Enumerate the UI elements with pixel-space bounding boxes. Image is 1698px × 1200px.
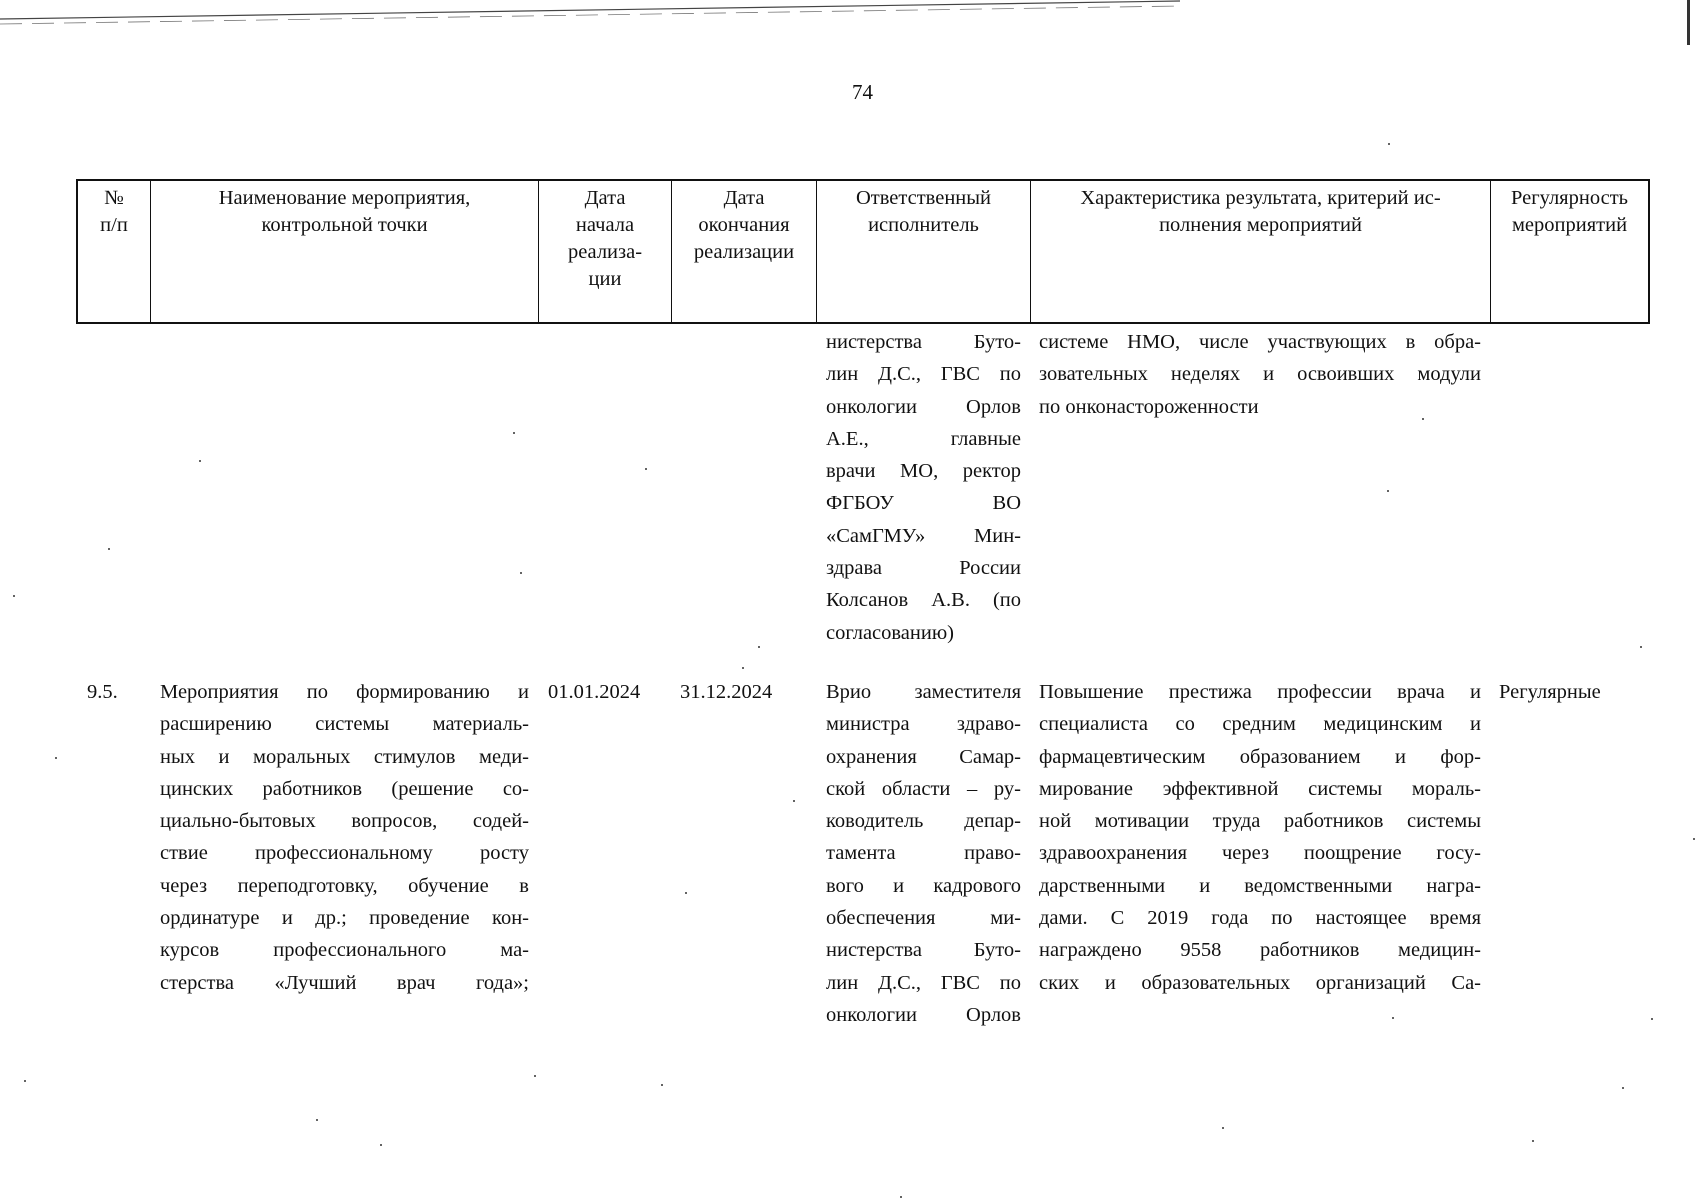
header-responsible: Ответственный исполнитель bbox=[817, 181, 1031, 322]
text-line: обеспечения ми- bbox=[826, 907, 1021, 930]
header-regularity: Регулярность мероприятий bbox=[1510, 187, 1629, 236]
header-result: Характеристика результата, критерий ис- полнения мероприятий bbox=[1031, 181, 1491, 322]
scan-speck bbox=[520, 572, 522, 574]
scan-speck bbox=[55, 757, 57, 759]
text-line: мирование эффективной системы мораль- bbox=[1039, 777, 1481, 800]
text-line: согласованию) bbox=[826, 621, 954, 644]
cell-responsible bbox=[815, 676, 1029, 1031]
text-line: нистерства Буто- bbox=[826, 939, 1021, 962]
cell-end-date: 31.12.2024 bbox=[680, 681, 773, 703]
scan-speck bbox=[1222, 1127, 1224, 1129]
text-line: дами. С 2019 года по настоящее время bbox=[1039, 907, 1481, 930]
scan-speck bbox=[1532, 1140, 1534, 1142]
text-line: фармацевтическим образованием и фор- bbox=[1039, 745, 1481, 768]
text-line: здрава России bbox=[826, 557, 1021, 580]
cell-result-continuation bbox=[1029, 326, 1489, 649]
text-line: «СамГМУ» Мин- bbox=[826, 524, 1021, 547]
scan-speck bbox=[1422, 418, 1424, 420]
cell-regularity: Регулярные bbox=[1499, 681, 1601, 703]
scan-speck bbox=[534, 1075, 536, 1077]
table-row-9-5 bbox=[76, 676, 1650, 1031]
scan-speck bbox=[13, 595, 15, 597]
text-line: онкологии Орлов bbox=[826, 395, 1021, 418]
header-start-date: Дата начала реализа- ции bbox=[539, 181, 672, 322]
text-line: специалиста со средним медицинским и bbox=[1039, 713, 1481, 736]
text-line: курсов профессионального ма- bbox=[160, 939, 529, 962]
text-line: ординатуре и др.; проведение кон- bbox=[160, 907, 529, 930]
scan-speck bbox=[685, 892, 687, 894]
text-line: стерства «Лучший врач года»; bbox=[160, 971, 529, 994]
scan-speck bbox=[758, 646, 760, 648]
table-row-continuation bbox=[76, 326, 1650, 649]
text-line: вого и кадрового bbox=[826, 874, 1021, 897]
text-line: системе НМО, числе участвующих в обра- bbox=[1039, 331, 1481, 353]
scan-speck bbox=[1392, 1017, 1394, 1019]
text-line: дарственными и ведомственными награ- bbox=[1039, 874, 1481, 897]
cell-name bbox=[149, 676, 537, 1031]
text-line: Повышение престижа профессии врача и bbox=[1039, 681, 1481, 703]
header-end-date: Дата окончания реализации bbox=[672, 181, 817, 322]
text-line: врачи МО, ректор bbox=[826, 460, 1021, 483]
table-header bbox=[76, 179, 1650, 324]
text-line: Колсанов А.В. (по bbox=[826, 589, 1021, 612]
cell-number: 9.5. bbox=[87, 681, 118, 703]
scan-edge-mark bbox=[1687, 0, 1690, 45]
text-line: зовательных неделях и освоивших модули bbox=[1039, 363, 1481, 386]
text-line: лин Д.С., ГВС по bbox=[826, 363, 1021, 386]
scan-speck bbox=[1388, 143, 1390, 145]
scan-speck bbox=[742, 667, 744, 669]
text-line: ских и образовательных организаций Са- bbox=[1039, 971, 1481, 994]
text-line: охранения Самар- bbox=[826, 745, 1021, 768]
scan-speck bbox=[661, 1084, 663, 1086]
scan-edge-lines bbox=[0, 0, 1180, 26]
text-line: Мероприятия по формированию и bbox=[160, 681, 529, 703]
text-line: министра здраво- bbox=[826, 713, 1021, 736]
scan-speck bbox=[1640, 646, 1642, 648]
text-line: нистерства Буто- bbox=[826, 331, 1021, 353]
text-line: здравоохранения через поощрение госу- bbox=[1039, 842, 1481, 865]
text-line: циально-бытовых вопросов, содей- bbox=[160, 810, 529, 833]
scan-speck bbox=[793, 800, 795, 802]
scan-speck bbox=[1622, 1087, 1624, 1089]
scan-speck bbox=[1693, 838, 1695, 840]
cell-start-date: 01.01.2024 bbox=[548, 681, 641, 703]
scan-speck bbox=[24, 1080, 26, 1082]
scan-speck bbox=[380, 1144, 382, 1146]
scan-speck bbox=[900, 1196, 902, 1198]
page-number: 74 bbox=[852, 80, 873, 104]
scan-speck bbox=[645, 468, 647, 470]
scan-speck bbox=[1387, 490, 1389, 492]
text-line: онкологии Орлов bbox=[826, 1003, 1021, 1026]
scan-speck bbox=[1651, 1018, 1653, 1020]
cell-result bbox=[1029, 676, 1489, 1031]
text-line: Врио заместителя bbox=[826, 681, 1021, 703]
text-line: через переподготовку, обучение в bbox=[160, 874, 529, 897]
text-line: ствие профессиональному росту bbox=[160, 842, 529, 865]
header-number: № п/п bbox=[78, 181, 151, 322]
text-line: ной мотивации труда работников системы bbox=[1039, 810, 1481, 833]
text-line: ководитель депар- bbox=[826, 810, 1021, 833]
text-line: цинских работников (решение со- bbox=[160, 777, 529, 800]
text-line: А.Е., главные bbox=[826, 427, 1021, 450]
scan-speck bbox=[316, 1119, 318, 1121]
scan-speck bbox=[513, 432, 515, 434]
text-line: по онконастороженности bbox=[1039, 395, 1259, 418]
text-line: ных и моральных стимулов меди- bbox=[160, 745, 529, 768]
text-line: ФГБОУ ВО bbox=[826, 492, 1021, 515]
text-line: тамента право- bbox=[826, 842, 1021, 865]
text-line: расширению системы материаль- bbox=[160, 713, 529, 736]
text-line: лин Д.С., ГВС по bbox=[826, 971, 1021, 994]
header-name: Наименование мероприятия, контрольной точки bbox=[151, 181, 539, 322]
scan-speck bbox=[108, 548, 110, 550]
cell-responsible-continuation bbox=[815, 326, 1029, 649]
text-line: награждено 9558 работников медицин- bbox=[1039, 939, 1481, 962]
text-line: ской области – ру- bbox=[826, 777, 1021, 800]
scan-speck bbox=[199, 460, 201, 462]
